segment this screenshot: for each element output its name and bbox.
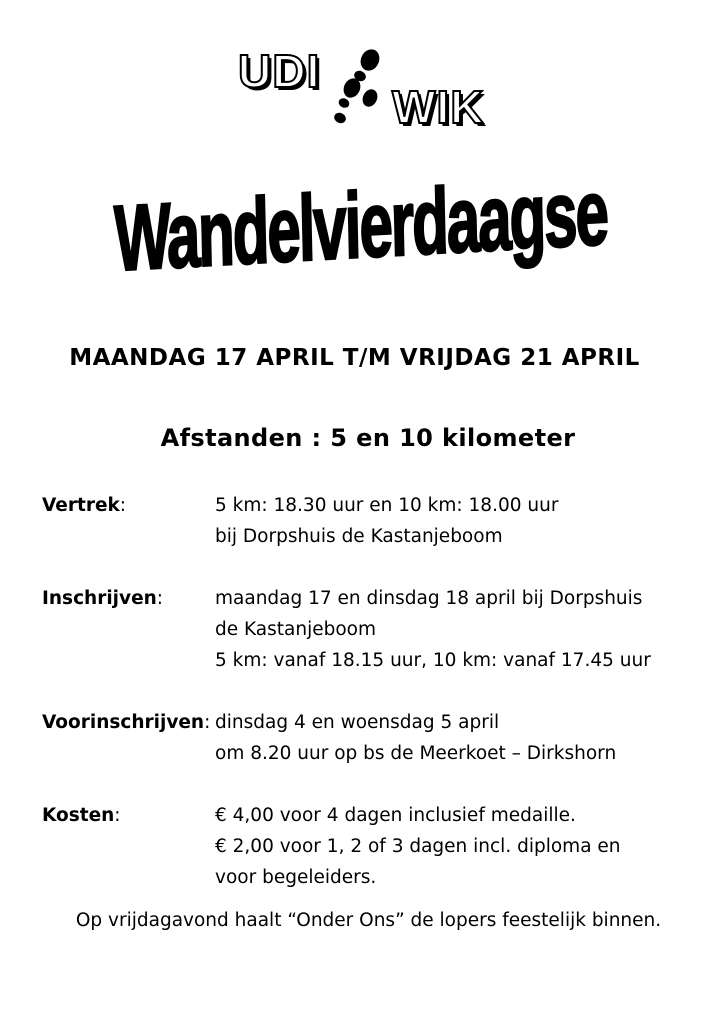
detail-lines (215, 490, 702, 552)
detail-line: de Kastanjeboom (215, 619, 377, 640)
detail-row-vertrek (42, 490, 702, 552)
detail-line: dinsdag 4 en woensdag 5 april (215, 712, 500, 733)
headline-text: Wandelvierdaagse (113, 160, 609, 291)
details-section (42, 490, 702, 924)
detail-line: voor begeleiders. (215, 867, 377, 888)
detail-line: 5 km: 18.30 uur en 10 km: 18.00 uur (215, 495, 559, 516)
detail-lines (215, 707, 702, 769)
detail-line: bij Dorpshuis de Kastanjeboom (215, 526, 503, 547)
footprints-icon (330, 48, 386, 126)
detail-lines (215, 583, 702, 676)
detail-row-kosten (42, 800, 702, 893)
footer-note: Op vrijdagavond haalt “Onder Ons” de lopers feestelijk binnen. (75, 910, 662, 931)
udi-wik-logo (236, 46, 496, 132)
date-line: MAANDAG 17 APRIL T/M VRIJDAG 21 APRIL (69, 345, 640, 371)
detail-label: Kosten: (42, 805, 121, 826)
detail-line: € 4,00 voor 4 dagen inclusief medaille. (215, 805, 576, 826)
detail-line: maandag 17 en dinsdag 18 april bij Dorpshuis (215, 588, 643, 609)
detail-row-voorinschrijven (42, 707, 702, 769)
detail-line: € 2,00 voor 1, 2 of 3 dagen incl. diploma en (215, 836, 621, 857)
logo-text-wik: WIK (392, 81, 485, 133)
detail-row-inschrijven (42, 583, 702, 676)
detail-label: Vertrek: (42, 495, 127, 516)
headline (0, 160, 719, 291)
detail-label: Voorinschrijven: (42, 712, 211, 733)
detail-label: Inschrijven: (42, 588, 164, 609)
detail-lines (215, 800, 702, 893)
distance-line: Afstanden : 5 en 10 kilometer (160, 424, 576, 452)
detail-line: 5 km: vanaf 18.15 uur, 10 km: vanaf 17.45 uur (215, 650, 651, 671)
logo-text-udi: UDI (238, 45, 321, 97)
detail-line: om 8.20 uur op bs de Meerkoet – Dirkshorn (215, 743, 617, 764)
